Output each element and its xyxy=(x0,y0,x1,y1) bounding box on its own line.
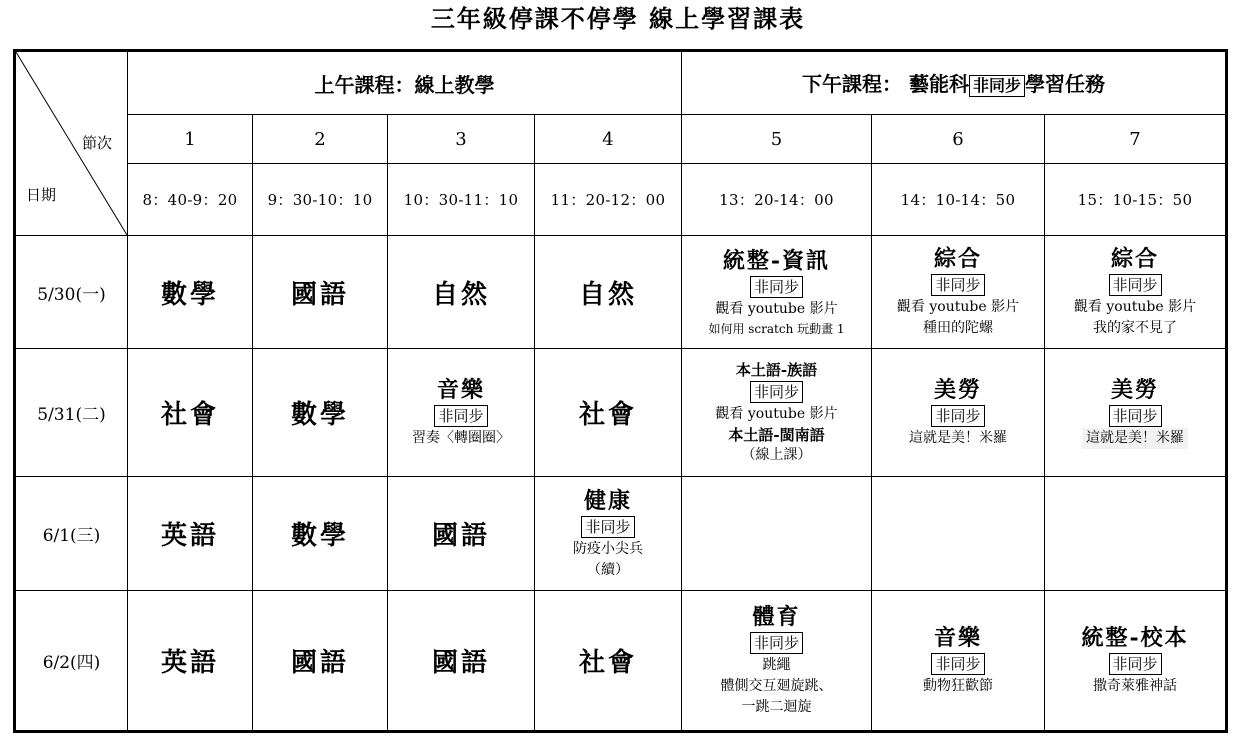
async-tag: 非同步 xyxy=(750,381,803,403)
course-name: 綜合 xyxy=(933,246,982,272)
period-number: 5 xyxy=(682,115,872,164)
day-row xyxy=(15,349,1227,477)
course-cell xyxy=(872,236,1045,349)
course-name: 綜合 xyxy=(1111,246,1160,272)
subject-cell: 英語 xyxy=(128,477,253,591)
course-desc: 觀看 youtube 影片 xyxy=(715,300,838,317)
morning-header-label: 上午課程：線上教學 xyxy=(314,72,495,97)
schedule-table xyxy=(13,49,1228,733)
course-desc: 跳繩 xyxy=(762,657,791,673)
date-cell: 5/31(二) xyxy=(15,349,128,477)
async-tag: 非同步 xyxy=(969,75,1025,97)
subject-cell: 社會 xyxy=(128,349,253,477)
subject-cell: 英語 xyxy=(128,591,253,732)
course-desc: 觀看 youtube 影片 xyxy=(1073,299,1197,315)
period-time: 9：30-10：10 xyxy=(253,164,388,236)
period-number: 2 xyxy=(253,115,388,164)
course-cell xyxy=(682,591,872,732)
page-title: 三年級停課不停學 線上學習課表 xyxy=(430,4,806,33)
course-cell xyxy=(535,477,682,591)
period-number: 4 xyxy=(535,115,682,164)
course-desc: 動物狂歡節 xyxy=(923,678,993,694)
empty-cell xyxy=(682,477,872,591)
course-desc: 撒奇萊雅神話 xyxy=(1093,678,1177,694)
course-name: 體育 xyxy=(752,604,801,630)
period-time: 8：40-9：20 xyxy=(128,164,253,236)
period-time: 10：30-11：10 xyxy=(388,164,535,236)
course-desc: 觀看 youtube 影片 xyxy=(715,405,838,422)
subject-cell: 數學 xyxy=(253,477,388,591)
period-number: 6 xyxy=(872,115,1045,164)
date-cell: 6/1(三) xyxy=(15,477,128,591)
course-name: 本土語-閩南語 xyxy=(728,425,825,444)
period-number: 1 xyxy=(128,115,253,164)
async-tag: 非同步 xyxy=(1109,405,1162,427)
course-name: 美勞 xyxy=(1111,377,1160,403)
subject-cell: 國語 xyxy=(388,477,535,591)
day-row xyxy=(15,236,1227,349)
course-cell xyxy=(388,349,535,477)
course-name: 統整-校本 xyxy=(1081,625,1189,651)
afternoon-header-suffix: 學習任務 xyxy=(1025,72,1105,96)
async-tag: 非同步 xyxy=(931,405,984,427)
course-desc: 一跳二迴旋 xyxy=(741,699,812,715)
course-desc: 我的家不見了 xyxy=(1093,320,1177,336)
afternoon-header-prefix: 下午課程： 藝能科 xyxy=(802,72,969,96)
async-tag: 非同步 xyxy=(434,405,487,427)
empty-cell xyxy=(872,477,1045,591)
async-tag: 非同步 xyxy=(1109,274,1162,296)
period-label: 節次 xyxy=(82,134,113,152)
async-tag: 非同步 xyxy=(931,653,984,675)
async-tag: 非同步 xyxy=(750,276,803,298)
date-cell: 5/30(一) xyxy=(15,236,128,349)
course-name: 健康 xyxy=(583,487,632,514)
async-tag: 非同步 xyxy=(581,516,634,538)
day-row xyxy=(15,591,1227,732)
subject-cell: 數學 xyxy=(253,349,388,477)
course-name: 音樂 xyxy=(436,377,485,403)
course-desc: 種田的陀螺 xyxy=(923,320,993,336)
course-cell xyxy=(1045,236,1227,349)
header-row-sessions xyxy=(15,51,1227,115)
subject-cell: 社會 xyxy=(535,349,682,477)
course-desc: （續） xyxy=(587,561,629,578)
period-time: 15：10-15：50 xyxy=(1045,164,1227,236)
date-label: 日期 xyxy=(26,186,57,204)
empty-cell xyxy=(1045,477,1227,591)
course-name: 本土語-族語 xyxy=(735,360,818,379)
async-tag: 非同步 xyxy=(931,274,984,296)
course-cell xyxy=(872,591,1045,732)
subject-cell: 自然 xyxy=(388,236,535,349)
course-desc: 體側交互廻旋跳、 xyxy=(720,678,833,694)
period-number-row xyxy=(15,115,1227,164)
course-name: 美勞 xyxy=(933,377,982,403)
period-time: 11：20-12：00 xyxy=(535,164,682,236)
day-row xyxy=(15,477,1227,591)
course-desc: （線上課） xyxy=(741,446,812,463)
subject-cell: 國語 xyxy=(253,591,388,732)
date-cell: 6/2(四) xyxy=(15,591,128,732)
subject-cell: 自然 xyxy=(535,236,682,349)
async-tag: 非同步 xyxy=(750,632,803,654)
course-desc: 防疫小尖兵 xyxy=(573,540,643,557)
course-cell xyxy=(1045,591,1227,732)
course-cell xyxy=(682,236,872,349)
corner-cell xyxy=(15,51,128,236)
subject-cell: 數學 xyxy=(128,236,253,349)
course-desc: 這就是美！米羅 xyxy=(1082,428,1188,449)
subject-cell: 國語 xyxy=(388,591,535,732)
morning-header xyxy=(128,51,682,115)
course-name: 音樂 xyxy=(933,625,982,651)
course-desc: 觀看 youtube 影片 xyxy=(896,299,1020,315)
course-desc: 這就是美！米羅 xyxy=(909,430,1007,446)
course-cell xyxy=(1045,349,1227,477)
period-time: 14：10-14：50 xyxy=(872,164,1045,236)
course-desc: 如何用 scratch 玩動畫 1 xyxy=(708,321,845,336)
course-desc: 習奏〈轉圈圈〉 xyxy=(412,430,510,446)
subject-cell: 國語 xyxy=(253,236,388,349)
course-cell xyxy=(872,349,1045,477)
period-time: 13：20-14：00 xyxy=(682,164,872,236)
subject-cell: 社會 xyxy=(535,591,682,732)
period-time-row xyxy=(15,164,1227,236)
async-tag: 非同步 xyxy=(1109,653,1162,675)
course-cell xyxy=(682,349,872,477)
period-number: 7 xyxy=(1045,115,1227,164)
afternoon-header xyxy=(682,51,1227,115)
course-name: 統整-資訊 xyxy=(722,247,831,274)
period-number: 3 xyxy=(388,115,535,164)
